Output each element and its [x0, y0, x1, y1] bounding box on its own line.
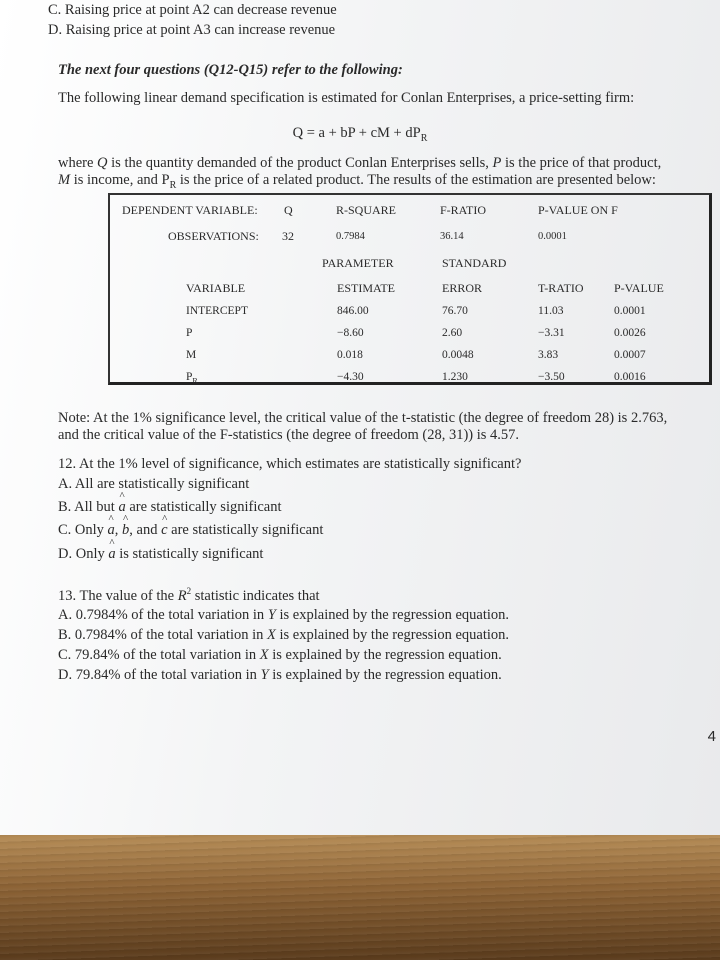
row-p-variable: P	[186, 327, 193, 339]
col-variable: VARIABLE	[186, 281, 246, 295]
row-m-tratio: 3.83	[538, 349, 559, 361]
row-pr-error: 1.230	[442, 371, 468, 383]
observations-value: 32	[282, 229, 294, 243]
rsquare-label: R-SQUARE	[336, 203, 397, 217]
row-intercept-error: 76.70	[442, 305, 468, 317]
rsquare-value: 0.7984	[336, 231, 365, 242]
note-line-1: Note: At the 1% significance level, the critical value of the t-statistic (the degree of freedom 28) is 2.763,	[58, 410, 668, 426]
regression-results-table	[108, 193, 712, 385]
where-line-2: M is income, and $P_R$ is the price of a related product. The results of the estimation are presented below:	[58, 172, 656, 191]
q12-option-d: D. Only ^ a is statistically significant	[58, 537, 264, 562]
row-pr-pvalue: 0.0016	[614, 371, 646, 383]
q13-option-a: A. 0.7984% of the total variation in Y is explained by the regression equation.	[58, 607, 510, 623]
where-line: where Q is the quantity demanded of the product Conlan Enterprises sells, P is the price of that product,	[58, 155, 662, 171]
row-pr-variable: $P_R$	[186, 371, 198, 386]
page-number: 4	[707, 728, 716, 745]
dep-var-label: DEPENDENT VARIABLE:	[122, 203, 258, 217]
demand-equation: Q = a + bP + cM + $dP_R$	[292, 125, 428, 144]
q12-option-c: C. Only ^ a, ^ b, and ^ c are statistically significant	[58, 513, 324, 538]
q13-option-c: C. 79.84% of the total variation in X is explained by the regression equation.	[58, 647, 502, 663]
intro-line: The following linear demand specification is estimated for Conlan Enterprises, a price-setting firm:	[58, 90, 635, 106]
observations-label: OBSERVATIONS:	[168, 229, 259, 243]
fratio-label: F-RATIO	[440, 203, 487, 217]
row-intercept-variable: INTERCEPT	[186, 305, 248, 317]
row-intercept-estimate: 846.00	[337, 305, 369, 317]
section-heading: The next four questions (Q12-Q15) refer to the following:	[58, 62, 403, 78]
col-tratio: T-RATIO	[538, 281, 584, 295]
row-intercept-tratio: 11.03	[538, 305, 564, 317]
row-p-tratio: −3.31	[538, 327, 565, 339]
q13-stem: 13. The value of the $R^2$ statistic indicates that	[58, 586, 320, 604]
option-d-prev: D. Raising price at point A3 can increase revenue	[48, 22, 336, 38]
row-pr-tratio: −3.50	[538, 371, 565, 383]
desk-surface	[0, 835, 720, 960]
q13-option-d: D. 79.84% of the total variation in Y is explained by the regression equation.	[58, 667, 502, 683]
row-m-pvalue: 0.0007	[614, 349, 646, 361]
q12-option-b: B. All but ^ a are statistically significant	[58, 490, 282, 515]
q12-option-a: A. All are statistically significant	[58, 476, 250, 492]
row-p-pvalue: 0.0026	[614, 327, 646, 339]
row-m-estimate: 0.018	[337, 349, 363, 361]
row-intercept-pvalue: 0.0001	[614, 305, 646, 317]
col-pvalue: P-VALUE	[614, 281, 664, 295]
note-line-2: and the critical value of the F-statistics (the degree of freedom (28, 31)) is 4.57.	[58, 427, 520, 443]
row-p-error: 2.60	[442, 327, 463, 339]
q13-option-b: B. 0.7984% of the total variation in X is explained by the regression equation.	[58, 627, 510, 643]
pvalue-f-label: P-VALUE ON F	[538, 203, 618, 217]
row-m-variable: M	[186, 349, 197, 361]
q12-stem: 12. At the 1% level of significance, which estimates are statistically significant?	[58, 456, 522, 472]
row-p-estimate: −8.60	[337, 327, 364, 339]
fratio-value: 36.14	[440, 231, 464, 242]
parameter-label: PARAMETER	[322, 256, 394, 270]
row-pr-estimate: −4.30	[337, 371, 364, 383]
pvalue-f-value: 0.0001	[538, 231, 567, 242]
option-c-prev: C. Raising price at point A2 can decrease revenue	[48, 2, 337, 18]
col-error: ERROR	[442, 281, 483, 295]
standard-label: STANDARD	[442, 256, 507, 270]
row-m-error: 0.0048	[442, 349, 474, 361]
dep-var-value: Q	[284, 203, 293, 217]
col-estimate: ESTIMATE	[337, 281, 395, 295]
